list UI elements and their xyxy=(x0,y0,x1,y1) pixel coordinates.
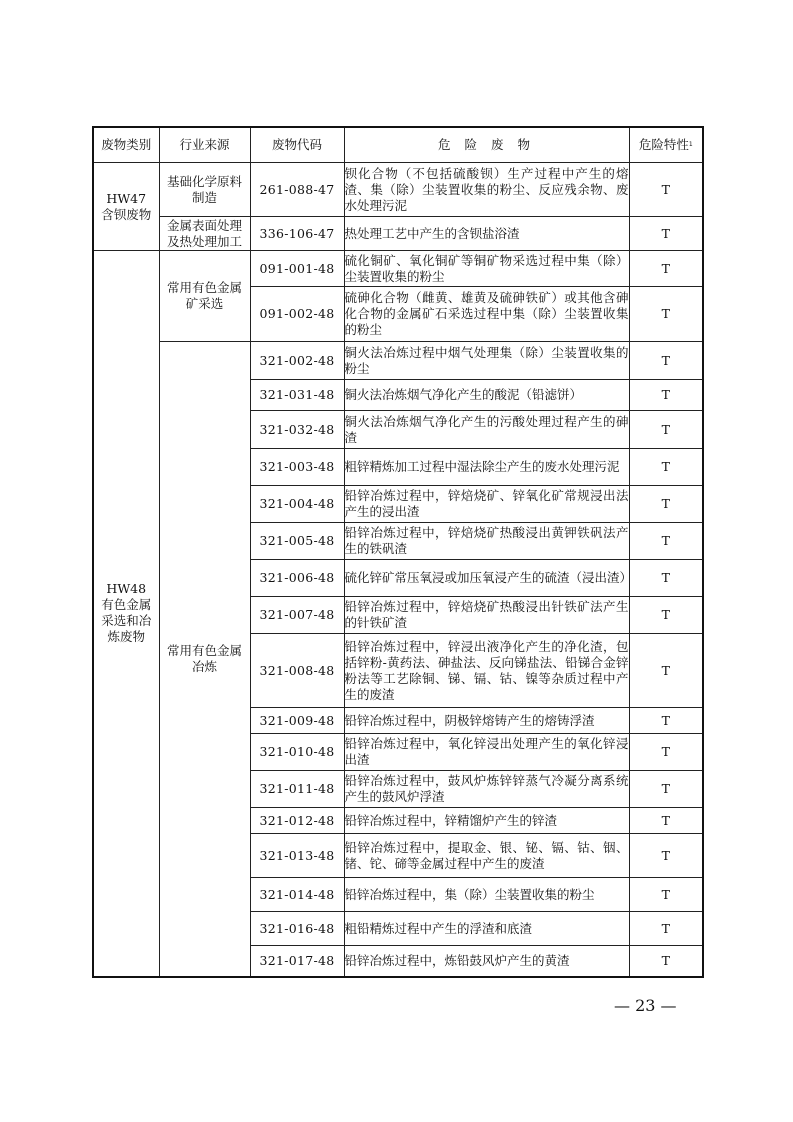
industry-source-cell: 金属表面处理 及热处理加工 xyxy=(159,217,250,251)
waste-code-cell: 321-016-48 xyxy=(250,912,344,946)
hazardous-waste-table xyxy=(92,126,704,978)
hazard-property-cell: T xyxy=(629,411,703,449)
hazard-property-cell: T xyxy=(629,523,703,560)
header-description: 危 险 废 物 xyxy=(344,127,629,163)
table-row xyxy=(93,217,703,251)
hazard-property-cell: T xyxy=(629,946,703,977)
waste-category-cell: HW47 含钡废物 xyxy=(93,163,159,251)
waste-code-cell: 321-009-48 xyxy=(250,708,344,734)
waste-code-cell: 261-088-47 xyxy=(250,163,344,217)
waste-code-cell: 321-032-48 xyxy=(250,411,344,449)
header-hazard xyxy=(629,127,703,163)
hazard-property-cell: T xyxy=(629,808,703,834)
hazard-property-cell: T xyxy=(629,217,703,251)
waste-code-cell: 321-004-48 xyxy=(250,486,344,523)
header-hazard-footnote: 1 xyxy=(688,141,693,148)
hazard-property-cell: T xyxy=(629,449,703,486)
table-header-row xyxy=(93,127,703,163)
industry-source-cell: 常用有色金属 矿采选 xyxy=(159,251,250,342)
waste-description-cell: 粗铅精炼过程中产生的浮渣和底渣 xyxy=(344,912,629,946)
waste-code-cell: 321-003-48 xyxy=(250,449,344,486)
waste-description-cell: 铜火法冶炼过程中烟气处理集（除）尘装置收集的粉尘 xyxy=(344,342,629,380)
waste-description-cell: 铜火法冶炼烟气净化产生的酸泥（铅滤饼） xyxy=(344,380,629,411)
waste-code-cell: 091-002-48 xyxy=(250,287,344,342)
waste-code-cell: 321-002-48 xyxy=(250,342,344,380)
waste-description-cell: 粗锌精炼加工过程中湿法除尘产生的废水处理污泥 xyxy=(344,449,629,486)
hazard-property-cell: T xyxy=(629,597,703,634)
waste-description-cell: 铅锌冶炼过程中，锌焙烧矿热酸浸出针铁矿法产生的针铁矿渣 xyxy=(344,597,629,634)
header-industry: 行业来源 xyxy=(159,127,250,163)
hazard-property-cell: T xyxy=(629,708,703,734)
waste-description-cell: 铅锌冶炼过程中，锌焙烧矿、锌氧化矿常规浸出法产生的浸出渣 xyxy=(344,486,629,523)
waste-description-cell: 铅锌冶炼过程中，鼓风炉炼锌锌蒸气冷凝分离系统产生的鼓风炉浮渣 xyxy=(344,771,629,808)
hazard-property-cell: T xyxy=(629,734,703,771)
hazard-property-cell: T xyxy=(629,878,703,912)
waste-code-cell: 321-010-48 xyxy=(250,734,344,771)
waste-code-cell: 321-014-48 xyxy=(250,878,344,912)
waste-description-cell: 热处理工艺中产生的含钡盐浴渣 xyxy=(344,217,629,251)
waste-description-cell: 铅锌冶炼过程中，提取金、银、铋、镉、钴、铟、锗、铊、碲等金属过程中产生的废渣 xyxy=(344,834,629,878)
hazard-property-cell: T xyxy=(629,634,703,708)
waste-description-cell: 铅锌冶炼过程中，锌焙烧矿热酸浸出黄钾铁矾法产生的铁矾渣 xyxy=(344,523,629,560)
waste-code-cell: 321-031-48 xyxy=(250,380,344,411)
waste-code-cell: 321-007-48 xyxy=(250,597,344,634)
waste-description-cell: 铅锌冶炼过程中，锌精馏炉产生的锌渣 xyxy=(344,808,629,834)
waste-description-cell: 铅锌冶炼过程中，氧化锌浸出处理产生的氧化锌浸出渣 xyxy=(344,734,629,771)
hazard-property-cell: T xyxy=(629,834,703,878)
waste-description-cell: 铅锌冶炼过程中，阴极锌熔铸产生的熔铸浮渣 xyxy=(344,708,629,734)
header-category: 废物类别 xyxy=(93,127,159,163)
waste-code-cell: 321-006-48 xyxy=(250,560,344,597)
industry-source-cell: 常用有色金属 冶炼 xyxy=(159,342,250,977)
waste-description-cell: 硫化铜矿、氧化铜矿等铜矿物采选过程中集（除）尘装置收集的粉尘 xyxy=(344,251,629,287)
hazard-property-cell: T xyxy=(629,163,703,217)
waste-code-cell: 321-012-48 xyxy=(250,808,344,834)
hazard-property-cell: T xyxy=(629,251,703,287)
hazard-property-cell: T xyxy=(629,912,703,946)
hazard-property-cell: T xyxy=(629,380,703,411)
table-row xyxy=(93,251,703,287)
waste-description-cell: 钡化合物（不包括硫酸钡）生产过程中产生的熔渣、集（除）尘装置收集的粉尘、反应残余物、废水处理污泥 xyxy=(344,163,629,217)
header-code: 废物代码 xyxy=(250,127,344,163)
hazard-property-cell: T xyxy=(629,560,703,597)
waste-description-cell: 铅锌冶炼过程中，锌浸出液净化产生的净化渣，包括锌粉-黄药法、砷盐法、反向锑盐法、铅锑合金锌粉法等工艺除铜、锑、镉、钴、镍等杂质过程中产生的废渣 xyxy=(344,634,629,708)
hazard-property-cell: T xyxy=(629,486,703,523)
waste-code-cell: 321-008-48 xyxy=(250,634,344,708)
waste-description-cell: 铅锌冶炼过程中，炼铅鼓风炉产生的黄渣 xyxy=(344,946,629,977)
hazard-property-cell: T xyxy=(629,342,703,380)
waste-category-cell: HW48 有色金属 采选和冶 炼废物 xyxy=(93,251,159,977)
hazard-property-cell: T xyxy=(629,287,703,342)
waste-description-cell: 铜火法冶炼烟气净化产生的污酸处理过程产生的砷渣 xyxy=(344,411,629,449)
waste-code-cell: 336-106-47 xyxy=(250,217,344,251)
waste-code-cell: 091-001-48 xyxy=(250,251,344,287)
waste-description-cell: 硫化锌矿常压氧浸或加压氧浸产生的硫渣（浸出渣） xyxy=(344,560,629,597)
hazard-property-cell: T xyxy=(629,771,703,808)
page-number: — 23 — xyxy=(614,996,677,1015)
table-row xyxy=(93,342,703,380)
header-hazard-label: 危险特性 xyxy=(638,137,689,152)
waste-code-cell: 321-017-48 xyxy=(250,946,344,977)
industry-source-cell: 基础化学原料 制造 xyxy=(159,163,250,217)
waste-code-cell: 321-013-48 xyxy=(250,834,344,878)
waste-description-cell: 铅锌冶炼过程中，集（除）尘装置收集的粉尘 xyxy=(344,878,629,912)
waste-description-cell: 硫砷化合物（雌黄、雄黄及硫砷铁矿）或其他含砷化合物的金属矿石采选过程中集（除）尘装置收集的粉尘 xyxy=(344,287,629,342)
waste-code-cell: 321-011-48 xyxy=(250,771,344,808)
waste-code-cell: 321-005-48 xyxy=(250,523,344,560)
table-row xyxy=(93,163,703,217)
